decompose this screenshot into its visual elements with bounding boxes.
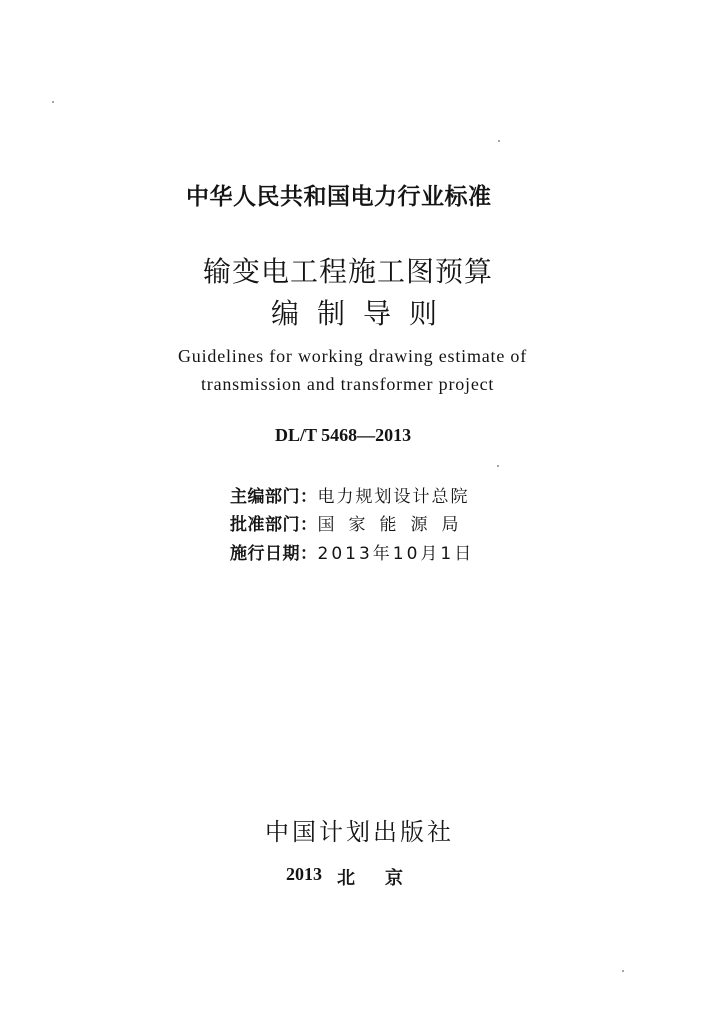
detail-value: 电力规划设计总院 [317,487,470,507]
scan-speck [52,101,54,103]
scan-speck [622,970,624,972]
detail-effective-date [230,539,474,564]
detail-editing-department [230,482,470,507]
detail-label: 施行日期： [230,544,318,564]
detail-approving-department [230,510,473,535]
scan-speck [498,140,500,142]
publication-city: 北京 [337,868,433,889]
english-title-line2: transmission and transformer project [201,374,495,394]
document-title-line2: 编制导则 [271,297,456,330]
standard-code: DL/T 5468—2013 [275,425,412,445]
detail-value: 国家能源局 [317,515,473,535]
detail-label: 批准部门： [230,515,318,535]
scan-speck [497,465,499,467]
standard-category: 中华人民共和国电力行业标准 [186,184,492,210]
detail-label: 主编部门： [230,487,318,507]
detail-value: 2013年10月1日 [317,544,475,564]
publisher-name: 中国计划出版社 [265,818,454,846]
publication-year: 2013 [286,864,322,884]
document-title-line1: 输变电工程施工图预算 [203,255,494,288]
english-title-line1: Guidelines for working drawing estimate of [178,346,528,366]
